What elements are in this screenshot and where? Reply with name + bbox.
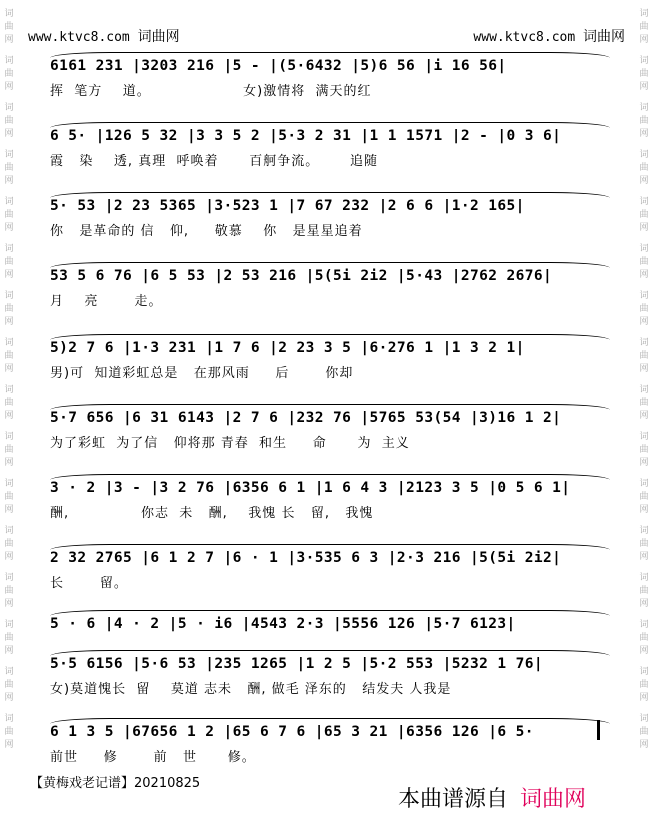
score-row-7 bbox=[50, 474, 610, 523]
watermark-text: 词 曲 网 bbox=[4, 573, 14, 609]
notation-line: 6161 231 |3203 216 |5 - |(5·6432 |5)6 56 |i 16 56| bbox=[50, 52, 610, 77]
side-watermark-right bbox=[637, 0, 651, 752]
score-row-2 bbox=[50, 122, 610, 171]
notation-line: 5·5 6156 |5·6 53 |235 1265 |1 2 5 |5·2 553 |5232 1 76| bbox=[50, 650, 610, 675]
notation-line: 53 5 6 76 |6 5 53 |2 53 216 |5(5i 2i2 |5·43 |2762 2676| bbox=[50, 262, 610, 287]
notation-line: 6 5· |126 5 32 |3 3 5 2 |5·3 2 31 |1 1 1571 |2 - |0 3 6| bbox=[50, 122, 610, 147]
watermark-text: 词 曲 网 bbox=[639, 244, 649, 280]
notation-line: 6 1 3 5 |67656 1 2 |65 6 7 6 |65 3 21 |6356 126 |6 5· bbox=[50, 718, 610, 743]
watermark-text: 词 曲 网 bbox=[4, 244, 14, 280]
footer-credit: 【黄梅戏老记谱】20210825 bbox=[30, 776, 201, 791]
score-row-1 bbox=[50, 52, 610, 101]
watermark-text: 词 曲 网 bbox=[639, 620, 649, 656]
watermark-text: 词 曲 网 bbox=[4, 526, 14, 562]
header-right-site: 词曲网 bbox=[583, 29, 625, 45]
watermark-text: 词 曲 网 bbox=[4, 150, 14, 186]
watermark-text: 词 曲 网 bbox=[4, 103, 14, 139]
footer-site-link[interactable]: 词曲网 bbox=[520, 787, 587, 812]
score-row-8 bbox=[50, 544, 610, 593]
footer-source-label: 本曲谱源自 bbox=[398, 787, 509, 812]
lyrics-line: 男)可 知道彩虹总是 在那风雨 后 你却 bbox=[50, 366, 354, 381]
notation-line: 5· 53 |2 23 5365 |3·523 1 |7 67 232 |2 6 6 |1·2 165| bbox=[50, 192, 610, 217]
watermark-text: 词 曲 网 bbox=[639, 103, 649, 139]
watermark-text: 词 曲 网 bbox=[639, 197, 649, 233]
score-row-11 bbox=[50, 718, 610, 767]
watermark-text: 词 曲 网 bbox=[639, 9, 649, 45]
header-left-url[interactable]: www.ktvc8.com bbox=[28, 30, 130, 45]
watermark-text: 词 曲 网 bbox=[4, 432, 14, 468]
watermark-text: 词 曲 网 bbox=[639, 526, 649, 562]
watermark-text: 词 曲 网 bbox=[4, 9, 14, 45]
watermark-text: 词 曲 网 bbox=[4, 667, 14, 703]
lyrics-line: 酬, 你志 未 酬, 我愧 长 留, 我愧 bbox=[50, 506, 374, 521]
lyrics-line: 长 留。 bbox=[50, 576, 128, 591]
notation-line: 5)2 7 6 |1·3 231 |1 7 6 |2 23 3 5 |6·276 1 |1 3 2 1| bbox=[50, 334, 610, 359]
notation-line: 5 · 6 |4 · 2 |5 · i6 |4543 2·3 |5556 126 |5·7 6123| bbox=[50, 610, 610, 635]
watermark-text: 词 曲 网 bbox=[4, 714, 14, 750]
watermark-text: 词 曲 网 bbox=[4, 197, 14, 233]
watermark-text: 词 曲 网 bbox=[4, 479, 14, 515]
watermark-text: 词 曲 网 bbox=[639, 291, 649, 327]
watermark-text: 词 曲 网 bbox=[4, 56, 14, 92]
lyrics-line: 挥 笔方 道。 女)激情将 满天的红 bbox=[50, 84, 372, 99]
score-row-5 bbox=[50, 334, 610, 383]
lyrics-line: 为了彩虹 为了信 仰将那 青春 和生 命 为 主义 bbox=[50, 436, 410, 451]
notation-line: 2 32 2765 |6 1 2 7 |6 · 1 |3·535 6 3 |2·3 216 |5(5i 2i2| bbox=[50, 544, 610, 569]
lyrics-line: 你 是革命的 信 仰, 敬慕 你 是星星追着 bbox=[50, 224, 363, 239]
watermark-text: 词 曲 网 bbox=[4, 385, 14, 421]
watermark-text: 词 曲 网 bbox=[4, 338, 14, 374]
side-watermark-left bbox=[2, 0, 16, 752]
header-left-site: 词曲网 bbox=[137, 29, 180, 45]
header-right[interactable] bbox=[473, 26, 625, 46]
footer-source bbox=[398, 782, 586, 813]
notation-line: 5·7 656 |6 31 6143 |2 7 6 |232 76 |5765 53(54 |3)16 1 2| bbox=[50, 404, 610, 429]
score-row-3 bbox=[50, 192, 610, 241]
watermark-text: 词 曲 网 bbox=[639, 150, 649, 186]
watermark-text: 词 曲 网 bbox=[639, 667, 649, 703]
lyrics-line: 月 亮 走。 bbox=[50, 294, 163, 309]
watermark-text: 词 曲 网 bbox=[4, 620, 14, 656]
watermark-text: 词 曲 网 bbox=[639, 573, 649, 609]
watermark-text: 词 曲 网 bbox=[639, 56, 649, 92]
watermark-text: 词 曲 网 bbox=[4, 291, 14, 327]
score-row-6 bbox=[50, 404, 610, 453]
watermark-text: 词 曲 网 bbox=[639, 432, 649, 468]
notation-line: 3 · 2 |3 - |3 2 76 |6356 6 1 |1 6 4 3 |2123 3 5 |0 5 6 1| bbox=[50, 474, 610, 499]
header-left[interactable] bbox=[28, 26, 180, 46]
final-barline bbox=[597, 720, 600, 740]
lyrics-line: 前世 修 前 世 修。 bbox=[50, 750, 256, 765]
lyrics-line: 霞 染 透, 真理 呼唤着 百舸争流。 追随 bbox=[50, 154, 379, 169]
watermark-text: 词 曲 网 bbox=[639, 714, 649, 750]
lyrics-line: 女)莫道愧长 留 莫道 志未 酬, 做毛 泽东的 结发夫 人我是 bbox=[50, 682, 452, 697]
watermark-text: 词 曲 网 bbox=[639, 479, 649, 515]
score-row-4 bbox=[50, 262, 610, 311]
watermark-text: 词 曲 网 bbox=[639, 338, 649, 374]
header-right-url[interactable]: www.ktvc8.com bbox=[473, 30, 576, 45]
score-row-10 bbox=[50, 650, 610, 699]
watermark-text: 词 曲 网 bbox=[639, 385, 649, 421]
